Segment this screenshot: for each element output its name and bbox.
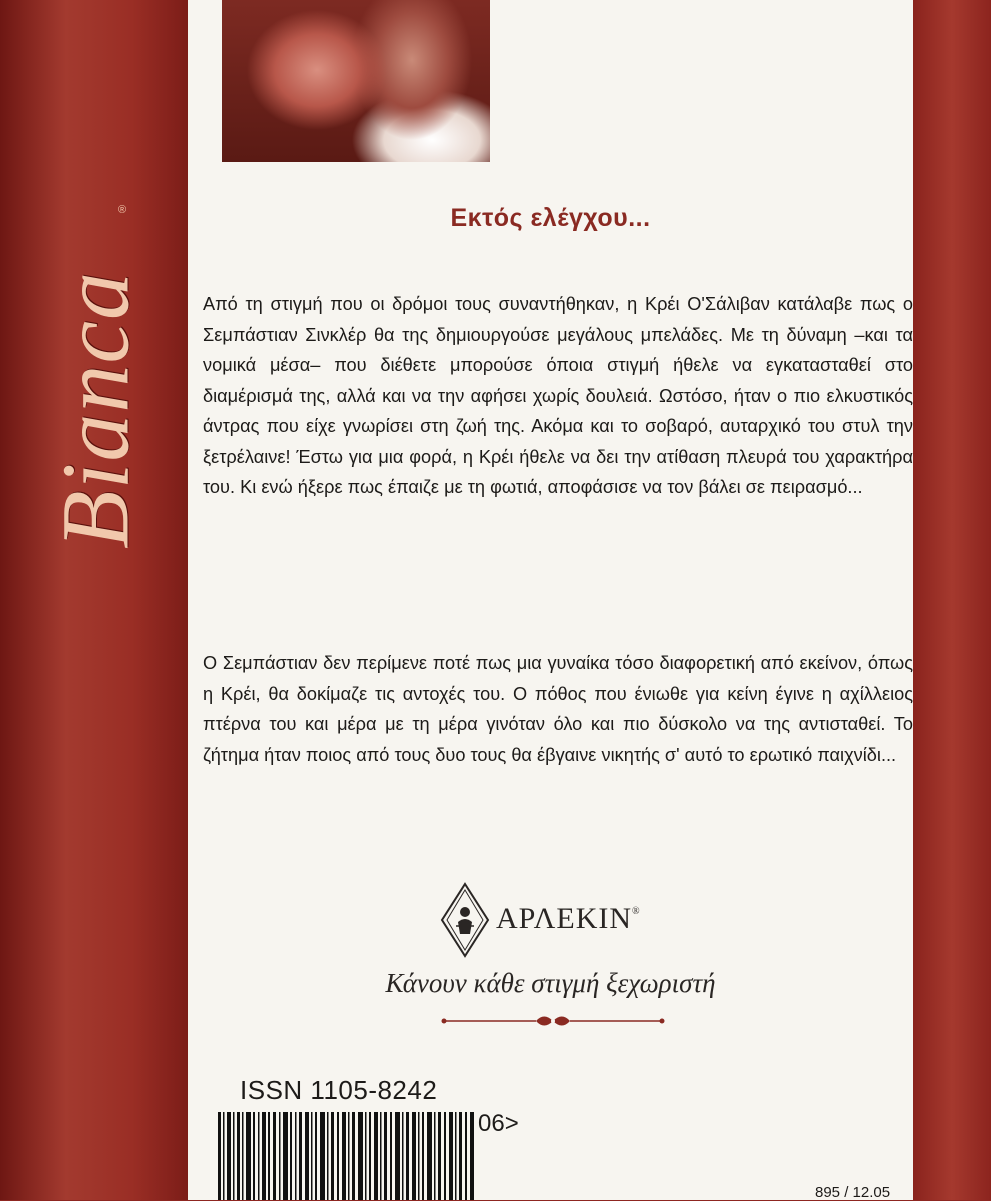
right-edge [913,0,991,1200]
barcode-icon [218,1112,476,1200]
publisher-name-text: ΑΡΛΕΚΙΝ [496,902,633,935]
publisher-name [496,902,641,936]
brand-logo [0,0,188,1200]
publisher-reg-mark: ® [632,906,641,917]
brand-reg-mark: ® [118,204,127,216]
publisher-logo-icon [440,882,490,958]
issn-number: ISSN 1105-8242 [240,1075,438,1105]
publisher-tagline: Κάνουν κάθε στιγμή ξεχωριστή [385,968,716,998]
book-title: Εκτός ελέγχου... [450,204,651,232]
barcode-addon [478,1110,519,1138]
cover-photo [222,0,490,162]
addon-arrow-icon: > [504,1110,519,1137]
blurb-paragraph-1: Από τη στιγμή που οι δρόμοι τους συναντήθηκαν, η Κρέι Ο'Σάλιβαν κατάλαβε πως ο Σεμπάστιαν Σινκλέρ θα της δημιουργούσε μεγάλους μπελάδες. Με τη δύναμη –και τα νομικά μέσα– που διέθετε μπορούσε όποια στιγμή ήθελε να εγκατασταθεί στο διαμέρισμά της, αλλά και να την αφήσει χωρίς δουλειά. Ωστόσο, ήταν ο πιο ελκυστικός άντρας που είχε γνωρίσει στη ζωή της. Ακόμα και το σοβαρό, αυταρχικό του στυλ την ξετρέλαινε! Έστω για μια φορά, η Κρέι ήθελε να δει την ατίθαση πλευρά του χαρακτήρα του. Κι ενώ ήξερε πως έπαιζε με τη φωτιά, αποφάσισε να τον βάλει σε πειρασμό... [203,294,913,497]
catalog-code: 895 / 12.05 [815,1184,891,1201]
ornament-divider-icon [440,1010,666,1032]
blurb-paragraph-2: Ο Σεμπάστιαν δεν περίμενε ποτέ πως μια γυναίκα τόσο διαφορετική από εκείνον, όπως η Κρέι, θα δοκίμαζε τις αντοχές του. Ο πόθος που ένιωθε για κείνη έγινε η αχίλλειος πτέρνα του και μέρα με τη μέρα γινόταν όλο και πιο δύσκολο να της αντισταθεί. Το ζήτημα ήταν ποιος από τους δυο τους θα έβγαινε νικητής σ' αυτό το ερωτικό παιχνίδι... [203,653,913,765]
brand-name: Bianca [41,271,149,549]
barcode-addon-digits: 06 [478,1110,505,1137]
